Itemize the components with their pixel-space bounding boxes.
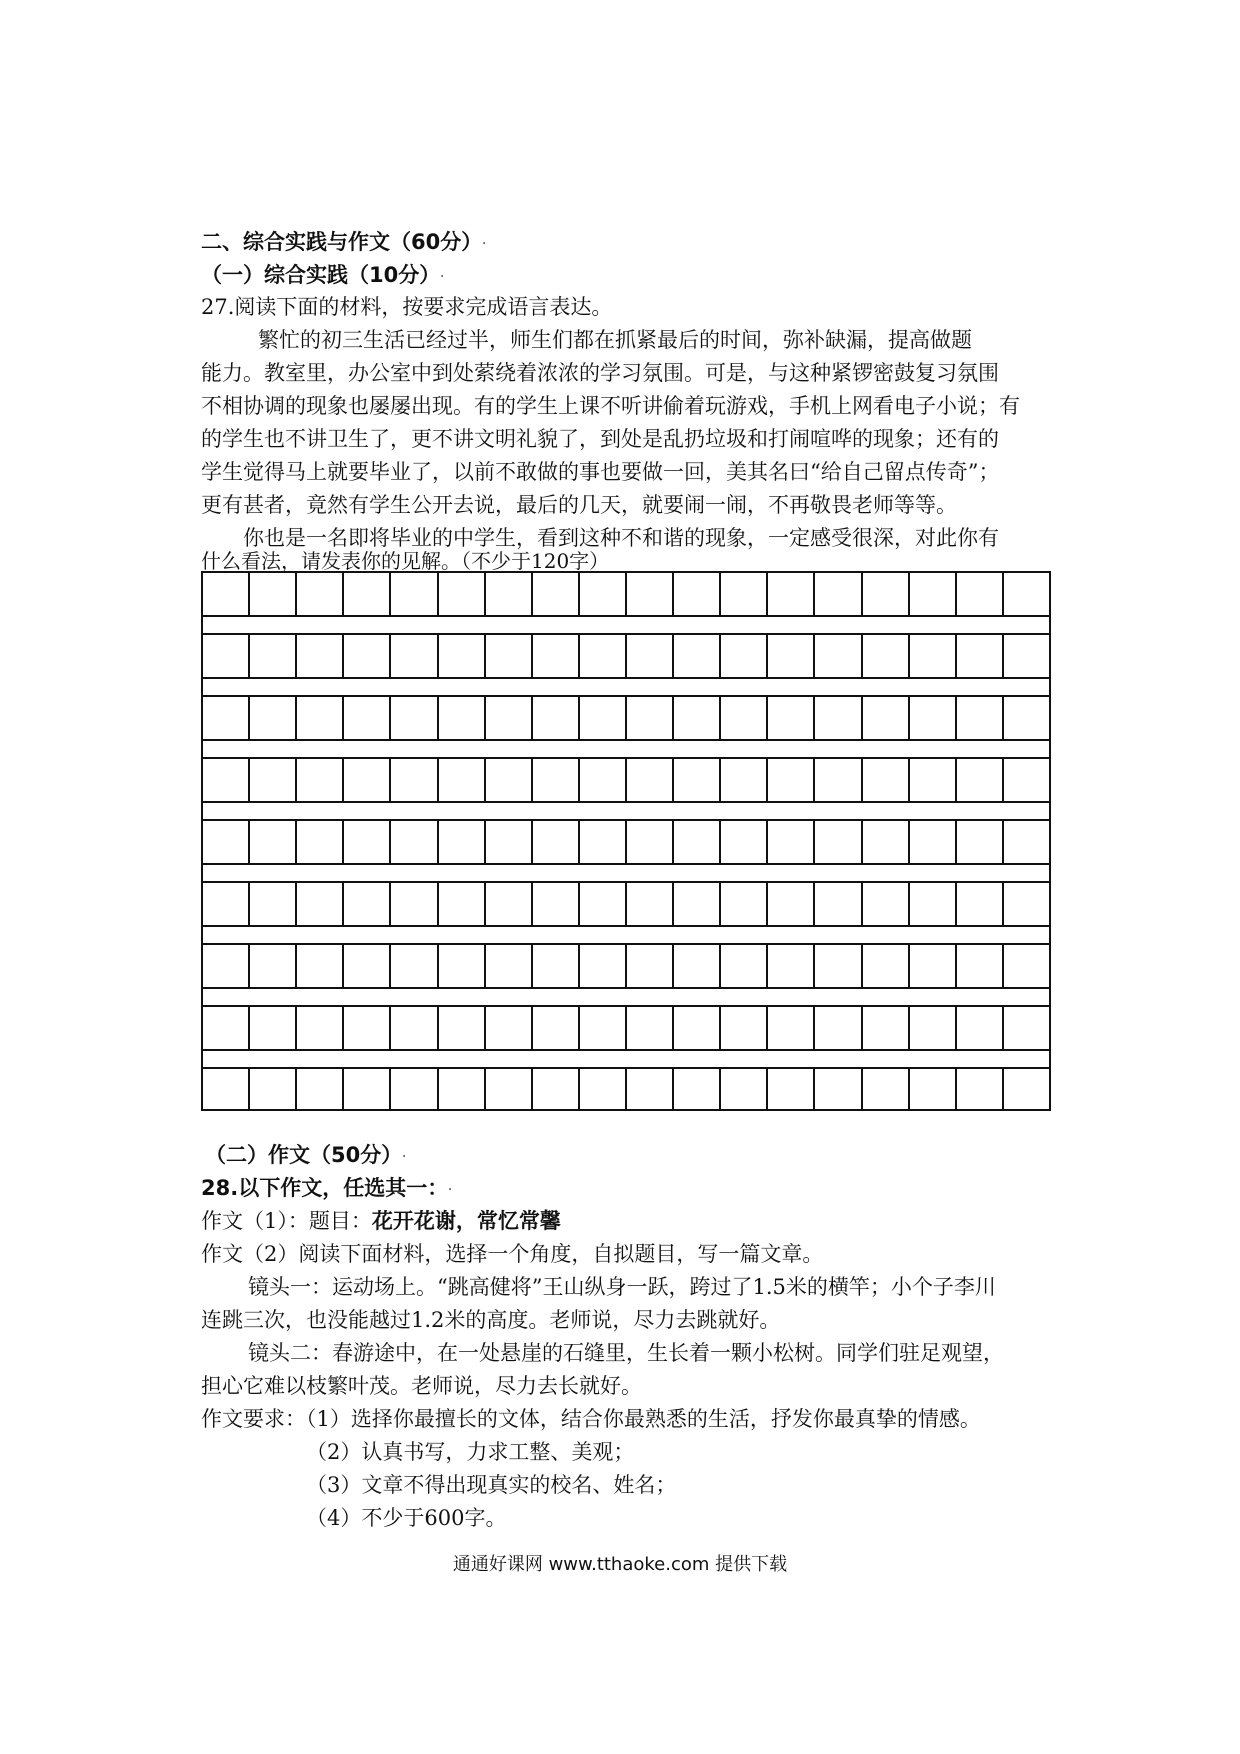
grid-row — [201, 695, 1051, 739]
grid-cell[interactable] — [250, 635, 297, 677]
grid-cell[interactable] — [580, 697, 627, 739]
grid-cell[interactable] — [627, 821, 674, 863]
grid-cell[interactable] — [627, 945, 674, 987]
grid-cell[interactable] — [863, 635, 910, 677]
grid-cell[interactable] — [580, 883, 627, 925]
grid-cell[interactable] — [674, 759, 721, 801]
grid-cell[interactable] — [815, 635, 862, 677]
grid-cell[interactable] — [533, 1007, 580, 1049]
grid-cell[interactable] — [580, 821, 627, 863]
grid-row — [201, 881, 1051, 925]
grid-cell[interactable] — [533, 573, 580, 615]
grid-cell[interactable] — [250, 573, 297, 615]
grid-cell[interactable] — [344, 697, 391, 739]
grid-spacer — [201, 615, 1051, 633]
grid-cell[interactable] — [815, 1069, 862, 1109]
grid-cell[interactable] — [439, 573, 486, 615]
grid-cell[interactable] — [250, 1007, 297, 1049]
grid-cell[interactable] — [627, 1069, 674, 1109]
grid-cell[interactable] — [391, 759, 438, 801]
q27-para2-line2: 什么看法，请发表你的见解。（不少于120字） — [201, 549, 610, 573]
grid-cell[interactable] — [627, 759, 674, 801]
part1-title: （一）综合实践（10分）. — [201, 263, 445, 287]
grid-cell[interactable] — [250, 821, 297, 863]
grid-cell[interactable] — [391, 697, 438, 739]
grid-cell[interactable] — [627, 1007, 674, 1049]
grid-row — [201, 571, 1051, 615]
grid-cell[interactable] — [439, 697, 486, 739]
grid-cell[interactable] — [815, 697, 862, 739]
section-title: 二、综合实践与作文（60分）. — [201, 230, 487, 254]
grid-cell[interactable] — [721, 883, 768, 925]
grid-cell[interactable] — [344, 1007, 391, 1049]
grid-cell[interactable] — [203, 635, 250, 677]
grid-cell[interactable] — [721, 945, 768, 987]
grid-cell[interactable] — [486, 883, 533, 925]
grid-cell[interactable] — [627, 635, 674, 677]
grid-cell[interactable] — [533, 1069, 580, 1109]
grid-cell[interactable] — [815, 883, 862, 925]
grid-cell[interactable] — [297, 1007, 344, 1049]
grid-cell[interactable] — [863, 1069, 910, 1109]
grid-cell[interactable] — [910, 1069, 957, 1109]
grid-cell[interactable] — [580, 759, 627, 801]
grid-cell[interactable] — [627, 883, 674, 925]
grid-cell[interactable] — [203, 697, 250, 739]
grid-cell[interactable] — [486, 945, 533, 987]
grid-cell[interactable] — [1004, 1007, 1049, 1049]
grid-cell[interactable] — [533, 635, 580, 677]
grid-cell[interactable] — [203, 759, 250, 801]
grid-cell[interactable] — [580, 635, 627, 677]
grid-cell[interactable] — [815, 945, 862, 987]
grid-cell[interactable] — [768, 759, 815, 801]
grid-cell[interactable] — [674, 1069, 721, 1109]
grid-cell[interactable] — [815, 821, 862, 863]
grid-cell[interactable] — [674, 635, 721, 677]
grid-cell[interactable] — [674, 883, 721, 925]
grid-cell[interactable] — [297, 573, 344, 615]
q27-para1-line1: 繁忙的初三生活已经过半，师生们都在抓紧最后的时间，弥补缺漏，提高做题 — [258, 328, 972, 352]
grid-cell[interactable] — [1004, 573, 1049, 615]
grid-cell[interactable] — [250, 883, 297, 925]
grid-cell[interactable] — [957, 883, 1004, 925]
essay2: 作文（2）阅读下面材料，选择一个角度，自拟题目，写一篇文章。 — [201, 1242, 824, 1266]
shot2-line2: 担心它难以枝繁叶茂。老师说，尽力去长就好。 — [201, 1374, 642, 1398]
q28-title: 28.以下作文，任选其一：. — [201, 1176, 453, 1200]
grid-cell[interactable] — [439, 945, 486, 987]
grid-cell[interactable] — [439, 635, 486, 677]
grid-cell[interactable] — [391, 1069, 438, 1109]
grid-row — [201, 1005, 1051, 1049]
grid-row — [201, 633, 1051, 677]
grid-cell[interactable] — [768, 1069, 815, 1109]
grid-cell[interactable] — [957, 1007, 1004, 1049]
grid-cell[interactable] — [721, 635, 768, 677]
grid-cell[interactable] — [815, 759, 862, 801]
grid-cell[interactable] — [580, 945, 627, 987]
grid-cell[interactable] — [344, 1069, 391, 1109]
grid-cell[interactable] — [533, 759, 580, 801]
grid-cell[interactable] — [250, 1069, 297, 1109]
grid-cell[interactable] — [768, 821, 815, 863]
grid-cell[interactable] — [768, 697, 815, 739]
q27-para1-line6: 更有甚者，竟然有学生公开去说，最后的几天，就要闹一闹，不再敬畏老师等等。 — [201, 493, 957, 517]
grid-cell[interactable] — [863, 945, 910, 987]
grid-cell[interactable] — [910, 1007, 957, 1049]
grid-cell[interactable] — [674, 821, 721, 863]
grid-cell[interactable] — [344, 635, 391, 677]
grid-cell[interactable] — [391, 883, 438, 925]
grid-cell[interactable] — [391, 635, 438, 677]
grid-cell[interactable] — [627, 697, 674, 739]
grid-spacer — [201, 925, 1051, 943]
writing-grid[interactable] — [201, 571, 1051, 1111]
grid-cell[interactable] — [580, 573, 627, 615]
grid-cell[interactable] — [627, 573, 674, 615]
grid-cell[interactable] — [721, 759, 768, 801]
grid-spacer — [201, 1049, 1051, 1067]
grid-cell[interactable] — [250, 697, 297, 739]
grid-cell[interactable] — [344, 573, 391, 615]
requirement-3: （3）文章不得出现真实的校名、姓名； — [306, 1473, 677, 1497]
q27-para1-line2: 能力。教室里，办公室中到处萦绕着浓浓的学习氛围。可是，与这种紧锣密鼓复习氛围 — [201, 361, 999, 385]
grid-row — [201, 819, 1051, 863]
grid-cell[interactable] — [863, 821, 910, 863]
requirement-4: （4）不少于600字。 — [306, 1506, 507, 1530]
grid-spacer — [201, 801, 1051, 819]
grid-cell[interactable] — [674, 697, 721, 739]
grid-cell[interactable] — [297, 635, 344, 677]
grid-cell[interactable] — [439, 821, 486, 863]
grid-cell[interactable] — [580, 1069, 627, 1109]
grid-cell[interactable] — [203, 573, 250, 615]
grid-cell[interactable] — [297, 945, 344, 987]
grid-spacer — [201, 739, 1051, 757]
grid-cell[interactable] — [344, 883, 391, 925]
grid-cell[interactable] — [533, 821, 580, 863]
grid-cell[interactable] — [721, 821, 768, 863]
grid-cell[interactable] — [910, 945, 957, 987]
grid-cell[interactable] — [203, 883, 250, 925]
grid-cell[interactable] — [863, 883, 910, 925]
q27-para1-line5: 学生觉得马上就要毕业了，以前不敢做的事也要做一回，美其名曰“给自己留点传奇”； — [201, 460, 1000, 484]
grid-cell[interactable] — [815, 573, 862, 615]
grid-cell[interactable] — [250, 945, 297, 987]
grid-cell[interactable] — [863, 1007, 910, 1049]
grid-cell[interactable] — [1004, 821, 1049, 863]
grid-spacer — [201, 677, 1051, 695]
grid-cell[interactable] — [721, 697, 768, 739]
grid-cell[interactable] — [486, 1069, 533, 1109]
grid-cell[interactable] — [486, 759, 533, 801]
part2-title: （二）作文（50分）. — [205, 1143, 407, 1167]
grid-cell[interactable] — [297, 1069, 344, 1109]
essay1: 作文（1）：题目：花开花谢，常忆常馨 — [201, 1209, 561, 1233]
grid-cell[interactable] — [203, 1007, 250, 1049]
grid-cell[interactable] — [1004, 1069, 1049, 1109]
grid-cell[interactable] — [768, 945, 815, 987]
q27-para1-line4: 的学生也不讲卫生了，更不讲文明礼貌了，到处是乱扔垃圾和打闹喧哗的现象；还有的 — [201, 427, 999, 451]
grid-cell[interactable] — [203, 1069, 250, 1109]
grid-spacer — [201, 987, 1051, 1005]
grid-cell[interactable] — [910, 821, 957, 863]
grid-cell[interactable] — [815, 1007, 862, 1049]
grid-cell[interactable] — [674, 1007, 721, 1049]
grid-cell[interactable] — [344, 821, 391, 863]
grid-cell[interactable] — [768, 573, 815, 615]
grid-cell[interactable] — [674, 945, 721, 987]
grid-cell[interactable] — [439, 1069, 486, 1109]
requirement-2: （2）认真书写，力求工整、美观； — [306, 1440, 635, 1464]
grid-cell[interactable] — [1004, 759, 1049, 801]
grid-cell[interactable] — [391, 821, 438, 863]
grid-cell[interactable] — [957, 759, 1004, 801]
grid-row — [201, 757, 1051, 801]
footer-credit: 通通好课网 www.tthaoke.com 提供下载 — [452, 1554, 788, 1575]
grid-cell[interactable] — [486, 573, 533, 615]
grid-cell[interactable] — [957, 821, 1004, 863]
grid-cell[interactable] — [957, 697, 1004, 739]
grid-cell[interactable] — [863, 573, 910, 615]
grid-cell[interactable] — [486, 697, 533, 739]
grid-cell[interactable] — [910, 883, 957, 925]
grid-cell[interactable] — [721, 573, 768, 615]
grid-spacer — [201, 863, 1051, 881]
grid-cell[interactable] — [203, 945, 250, 987]
grid-row — [201, 1067, 1051, 1111]
grid-cell[interactable] — [863, 697, 910, 739]
grid-cell[interactable] — [533, 945, 580, 987]
grid-cell[interactable] — [768, 1007, 815, 1049]
grid-cell[interactable] — [297, 883, 344, 925]
grid-cell[interactable] — [439, 1007, 486, 1049]
grid-cell[interactable] — [344, 759, 391, 801]
grid-cell[interactable] — [439, 883, 486, 925]
grid-cell[interactable] — [344, 945, 391, 987]
grid-cell[interactable] — [957, 635, 1004, 677]
grid-cell[interactable] — [721, 1069, 768, 1109]
grid-cell[interactable] — [391, 1007, 438, 1049]
grid-cell[interactable] — [1004, 697, 1049, 739]
grid-cell[interactable] — [721, 1007, 768, 1049]
shot2-line1: 镜头二：春游途中，在一处悬崖的石缝里，生长着一颗小松树。同学们驻足观望， — [248, 1341, 1004, 1365]
grid-cell[interactable] — [580, 1007, 627, 1049]
grid-cell[interactable] — [533, 697, 580, 739]
grid-cell[interactable] — [486, 821, 533, 863]
grid-cell[interactable] — [391, 573, 438, 615]
grid-cell[interactable] — [1004, 635, 1049, 677]
q27-prompt: 27.阅读下面的材料，按要求完成语言表达。 — [201, 295, 613, 319]
grid-cell[interactable] — [533, 883, 580, 925]
requirement-1: 作文要求：（1）选择你最擅长的文体，结合你最熟悉的生活，抒发你最真挚的情感。 — [201, 1407, 981, 1431]
grid-cell[interactable] — [910, 573, 957, 615]
essay1-topic: 花开花谢，常忆常馨 — [371, 1209, 561, 1233]
grid-cell[interactable] — [203, 821, 250, 863]
grid-cell[interactable] — [1004, 945, 1049, 987]
grid-cell[interactable] — [250, 759, 297, 801]
grid-cell[interactable] — [957, 945, 1004, 987]
q27-para2-line1: 你也是一名即将毕业的中学生，看到这种不和谐的现象，一定感受很深，对此你有 — [243, 526, 999, 550]
grid-cell[interactable] — [910, 635, 957, 677]
grid-cell[interactable] — [957, 573, 1004, 615]
q27-para1-line3: 不相协调的现象也屡屡出现。有的学生上课不听讲偷着玩游戏，手机上网看电子小说；有 — [201, 394, 1020, 418]
shot1-line2: 连跳三次，也没能越过1.2米的高度。老师说，尽力去跳就好。 — [201, 1308, 781, 1332]
grid-cell[interactable] — [391, 945, 438, 987]
grid-cell[interactable] — [910, 697, 957, 739]
grid-cell[interactable] — [674, 573, 721, 615]
grid-cell[interactable] — [486, 1007, 533, 1049]
grid-cell[interactable] — [297, 759, 344, 801]
grid-cell[interactable] — [297, 697, 344, 739]
shot1-line1: 镜头一：运动场上。“跳高健将”王山纵身一跃，跨过了1.5米的横竿；小个子李川 — [248, 1275, 996, 1299]
grid-cell[interactable] — [486, 635, 533, 677]
grid-cell[interactable] — [910, 759, 957, 801]
grid-cell[interactable] — [439, 759, 486, 801]
grid-cell[interactable] — [297, 821, 344, 863]
grid-cell[interactable] — [768, 883, 815, 925]
grid-cell[interactable] — [957, 1069, 1004, 1109]
grid-row — [201, 943, 1051, 987]
grid-cell[interactable] — [768, 635, 815, 677]
grid-cell[interactable] — [1004, 883, 1049, 925]
grid-cell[interactable] — [863, 759, 910, 801]
